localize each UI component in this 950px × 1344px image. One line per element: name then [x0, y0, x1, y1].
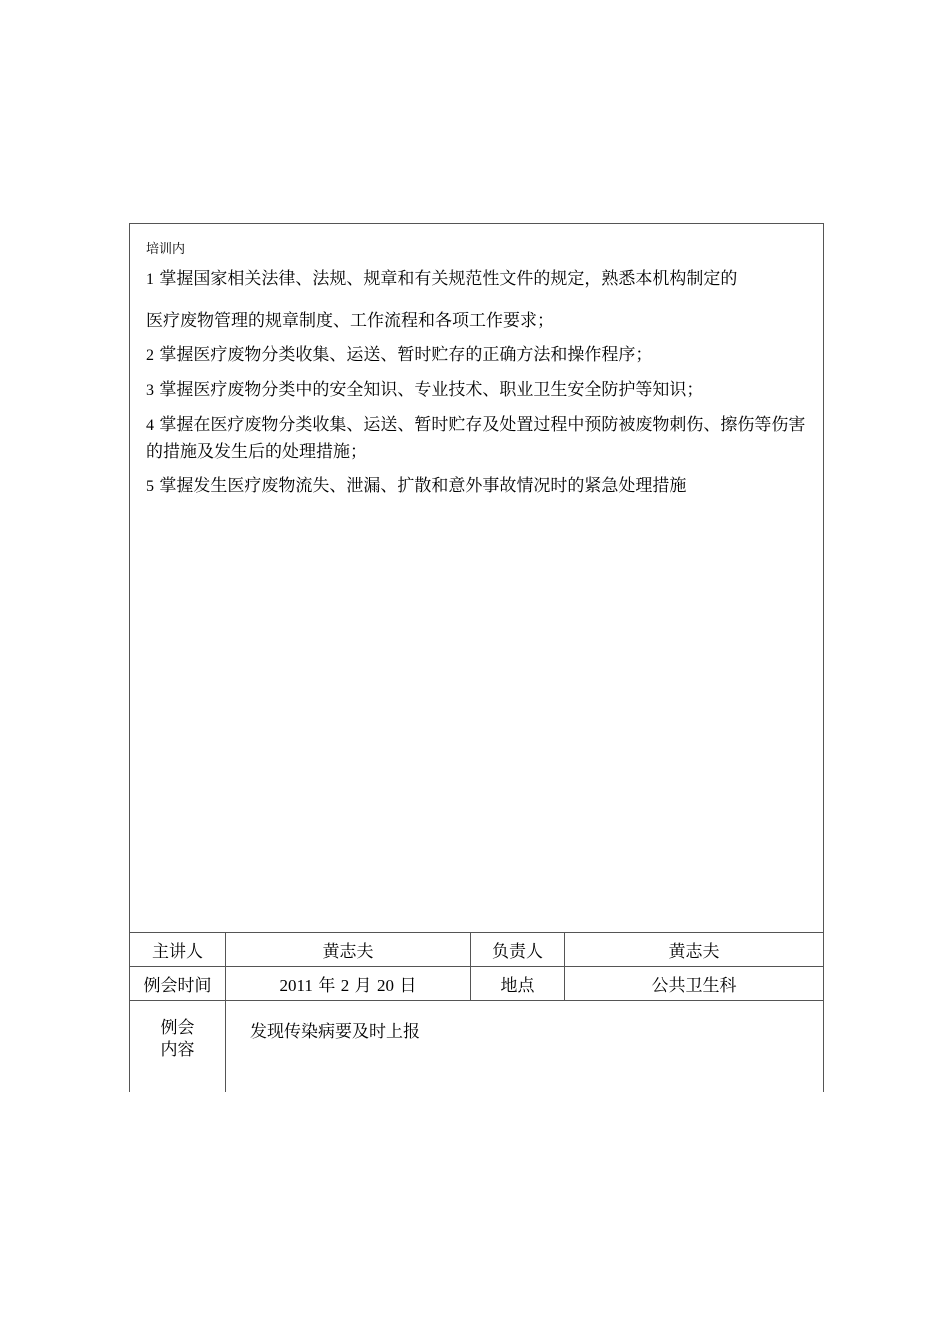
meeting-content-row — [130, 1001, 824, 1093]
date-month: 2 — [340, 976, 350, 995]
training-item-4 — [146, 412, 811, 465]
training-item-5 — [146, 473, 811, 500]
training-item-1 — [146, 266, 811, 334]
meeting-time-value — [226, 967, 471, 1001]
training-item-number: 2 — [146, 347, 154, 364]
date-year: 2011 — [279, 976, 313, 995]
training-item-text-continued: 医疗废物管理的规章制度、工作流程和各项工作要求； — [146, 311, 554, 331]
meeting-label-line1: 例会 — [160, 1018, 195, 1038]
record-table — [129, 223, 824, 1092]
speaker-label: 主讲人 — [130, 933, 226, 967]
speaker-row — [130, 933, 824, 967]
meeting-label-line2: 内容 — [160, 1040, 195, 1060]
date-day-unit: 日 — [399, 976, 417, 996]
training-item-text: 掌握医疗废物分类中的安全知识、专业技术、职业卫生安全防护等知识； — [159, 380, 704, 400]
training-content-label: 培训内 — [146, 242, 186, 257]
training-item-text: 掌握发生医疗废物流失、泄漏、扩散和意外事故情况时的紧急处理措施 — [159, 476, 687, 496]
date-month-unit: 月 — [354, 976, 372, 996]
meeting-content-label — [130, 1001, 226, 1093]
training-item-3 — [146, 377, 811, 404]
training-item-number: 5 — [146, 478, 154, 495]
training-item-number: 3 — [146, 382, 154, 399]
time-row — [130, 967, 824, 1001]
location-value: 公共卫生科 — [565, 967, 824, 1001]
responsible-value: 黄志夫 — [565, 933, 824, 967]
date-day: 20 — [377, 976, 395, 995]
date-year-unit: 年 — [318, 976, 336, 996]
training-item-number: 1 — [146, 271, 154, 288]
training-item-number: 4 — [146, 417, 154, 434]
training-item-text: 掌握在医疗废物分类收集、运送、暂时贮存及处置过程中预防被废物刺伤、擦伤等伤害的措施及发生后的处理措施； — [146, 415, 806, 462]
meeting-time-label: 例会时间 — [130, 967, 226, 1001]
responsible-label: 负责人 — [471, 933, 565, 967]
training-content-cell — [130, 224, 824, 933]
training-item-2 — [146, 342, 811, 369]
training-item-text: 掌握国家相关法律、法规、规章和有关规范性文件的规定，熟悉本机构制定的 — [159, 269, 738, 289]
location-label: 地点 — [471, 967, 565, 1001]
training-item-text: 掌握医疗废物分类收集、运送、暂时贮存的正确方法和操作程序； — [159, 345, 653, 365]
speaker-value: 黄志夫 — [226, 933, 471, 967]
meeting-content-value: 发现传染病要及时上报 — [226, 1001, 824, 1093]
